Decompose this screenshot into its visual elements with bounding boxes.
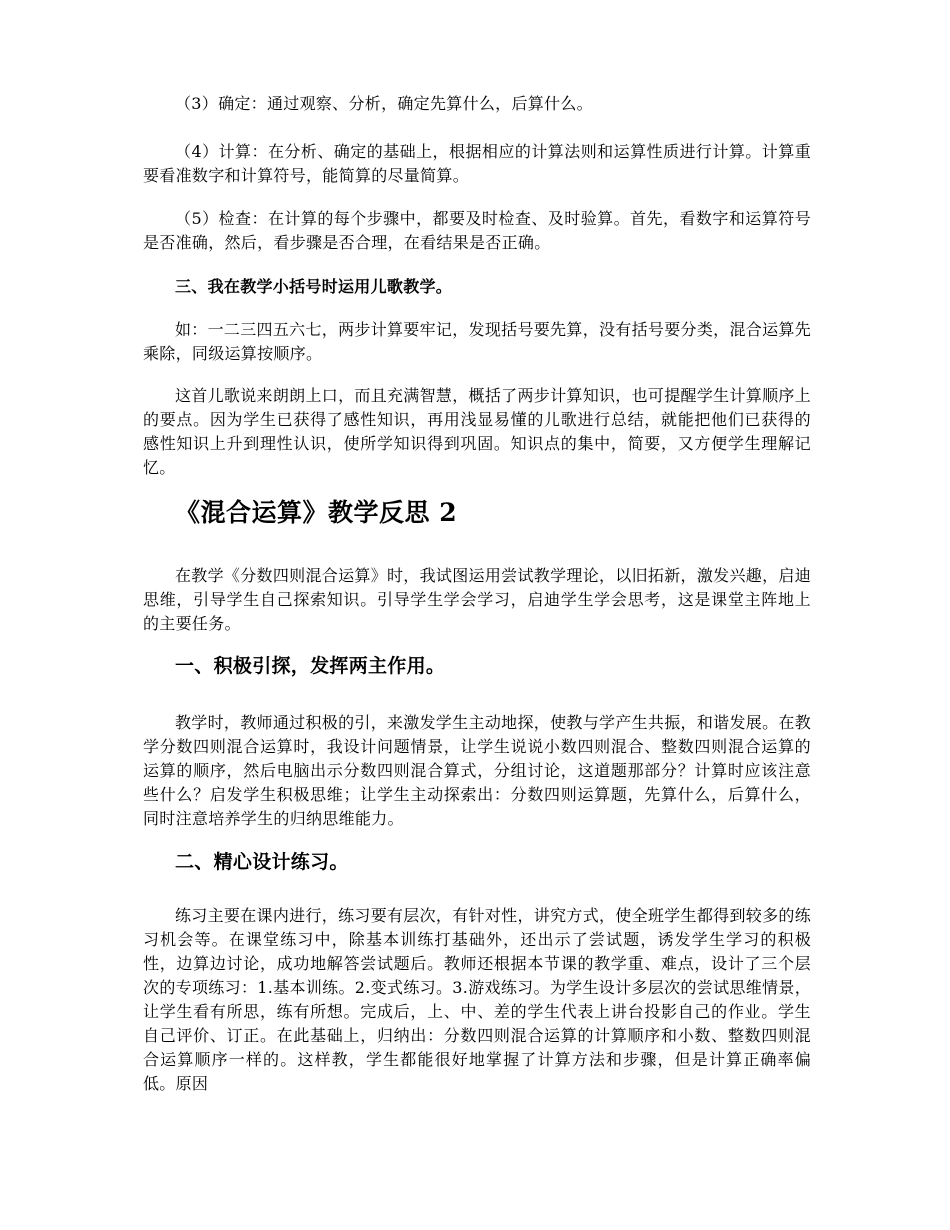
paragraph-rhyme: 如：一二三四五六七，两步计算要牢记，发现括号要先算，没有括号要分类，混合运算先乘除，同级运算按顺序。 bbox=[143, 320, 811, 363]
paragraph-step-3: （3）确定：通过观察、分析，确定先算什么，后算什么。 bbox=[175, 94, 593, 113]
document-title: 《混合运算》教学反思 2 bbox=[175, 498, 458, 527]
paragraph-section-1: 教学时，教师通过积极的引，来激发学生主动地探，使教与学产生共振，和谐发展。在教学分数四则混合运算时，我设计问题情景，让学生说说小数四则混合、整数四则混合运算的运算的顺序，然后电脑出示分数四则混合算式，分组讨论，这道题那部分？计算时应该注意些什么？启发学生积极思维；让学生主动探索出：分数四则运算题，先算什么，后算什么，同时注意培养学生的归纳思维能力。 bbox=[143, 713, 811, 828]
section-heading-3: 三、我在教学小括号时运用儿歌教学。 bbox=[175, 277, 453, 296]
paragraph-rhyme-explanation: 这首儿歌说来朗朗上口，而且充满智慧，概括了两步计算知识，也可提醒学生计算顺序上的要点。因为学生已获得了感性知识，再用浅显易懂的儿歌进行总结，就能把他们已获得的感性知识上升到理性认识，使所学知识得到巩固。知识点的集中，简要，又方便学生理解记忆。 bbox=[143, 386, 811, 477]
paragraph-section-2: 练习主要在课内进行，练习要有层次，有针对性，讲究方式，使全班学生都得到较多的练习机会等。在课堂练习中，除基本训练打基础外，还出示了尝试题，诱发学生学习的积极性，边算边讨论，成功地解答尝试题后。教师还根据本节课的教学重、难点，设计了三个层次的专项练习：1.基本训练。2.变式练习。3.游戏练习。为学生设计多层次的尝试思维情景，让学生看有所思，练有所想。完成后，上、中、差的学生代表上讲台投影自己的作业。学生自己评价、订正。在此基础上，归纳出：分数四则混合运算的计算顺序和小数、整数四则混合运算顺序一样的。这样教，学生都能很好地掌握了计算方法和步骤，但是计算正确率偏低。原因 bbox=[143, 906, 811, 1093]
paragraph-step-4: （4）计算：在分析、确定的基础上，根据相应的计算法则和运算性质进行计算。计算重要看准数字和计算符号，能简算的尽量简算。 bbox=[143, 142, 811, 185]
section-heading-2: 二、精心设计练习。 bbox=[175, 851, 349, 873]
paragraph-step-5: （5）检查：在计算的每个步骤中，都要及时检查、及时验算。首先，看数字和运算符号是否准确，然后，看步骤是否合理，在看结果是否正确。 bbox=[143, 209, 811, 252]
section-heading-1: 一、积极引探，发挥两主作用。 bbox=[175, 655, 446, 677]
paragraph-intro: 在教学《分数四则混合运算》时，我试图运用尝试教学理论，以旧拓新，激发兴趣，启迪思维，引导学生自己探索知识。引导学生学会学习，启迪学生学会思考，这是课堂主阵地上的主要任务。 bbox=[143, 566, 811, 633]
